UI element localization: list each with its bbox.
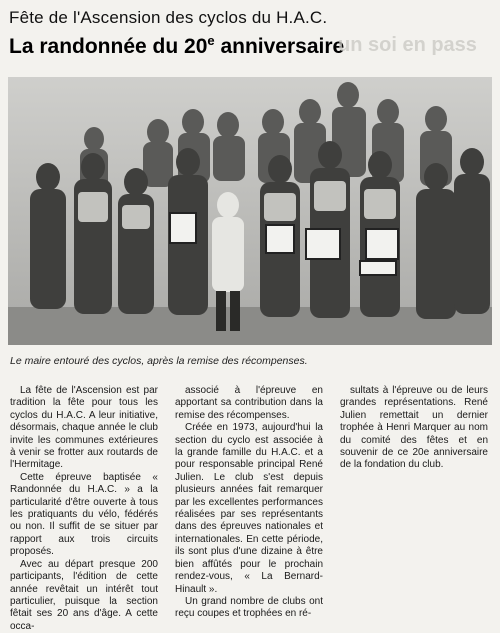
headline-superscript: e <box>207 33 215 48</box>
group-photo-illustration <box>8 77 492 345</box>
bleed-through-text: un soi en pass <box>338 34 477 56</box>
paragraph: Un grand nombre de clubs ont reçu coupes et trophées en ré- <box>175 595 323 620</box>
photo-caption: Le maire entouré des cyclos, après la remise des récompenses. <box>10 355 308 367</box>
paragraph: Créée en 1973, aujourd'hui la section du cyclo est associée à la grande famille du H.A.C. et a pour responsable principal René Julien. Le club s'est depuis plusieurs années fait remarquer par les excellentes performances réalisées par ses représentants dans des épreuves nationales et internationales. En cette période, ils sont plus d'une dizaine à être bien affûtés pour le prochain rendez-vous, « La Bernard-Hinault ». <box>175 422 323 595</box>
text-column-1 <box>10 385 158 632</box>
paragraph: sultats à l'épreuve ou de leurs grandes représentations. René Julien remettait un dernier trophée à Henri Marquer au nom du comité des fêtes et en souvenir de ce 20e anniversaire de la fondation du club. <box>340 385 488 471</box>
text-column-2 <box>175 385 323 620</box>
paragraph: Cette épreuve baptisée « Randonnée du H.A.C. » a la particularité d'être ouverte à tous les pratiquants du vélo, fédérés ou non. Il suffit de se situer par rapport aux trois circuits proposés. <box>10 471 158 558</box>
headline-main: La randonnée du 20 <box>9 35 208 58</box>
kicker: Fête de l'Ascension des cyclos du H.A.C. <box>9 8 328 27</box>
headline-end: anniversaire <box>214 35 345 58</box>
headline <box>9 33 344 59</box>
group-photo <box>8 77 492 345</box>
paragraph: La fête de l'Ascension est par tradition la fête pour tous les cyclos du H.A.C. A leur initiative, désormais, chaque année le club invite les communes extérieures à venir se frotter aux routards de l'Hermitage. <box>10 385 158 471</box>
text-column-3 <box>340 385 488 575</box>
paragraph: associé à l'épreuve en apportant sa contribution dans la remise des récompenses. <box>175 385 323 421</box>
paragraph: Avec au départ presque 200 participants, l'édition de cette année revêtait un intérêt tout particulier, puisque la section fêtait ses 20 ans d'âge. A cette occa- <box>10 558 158 632</box>
